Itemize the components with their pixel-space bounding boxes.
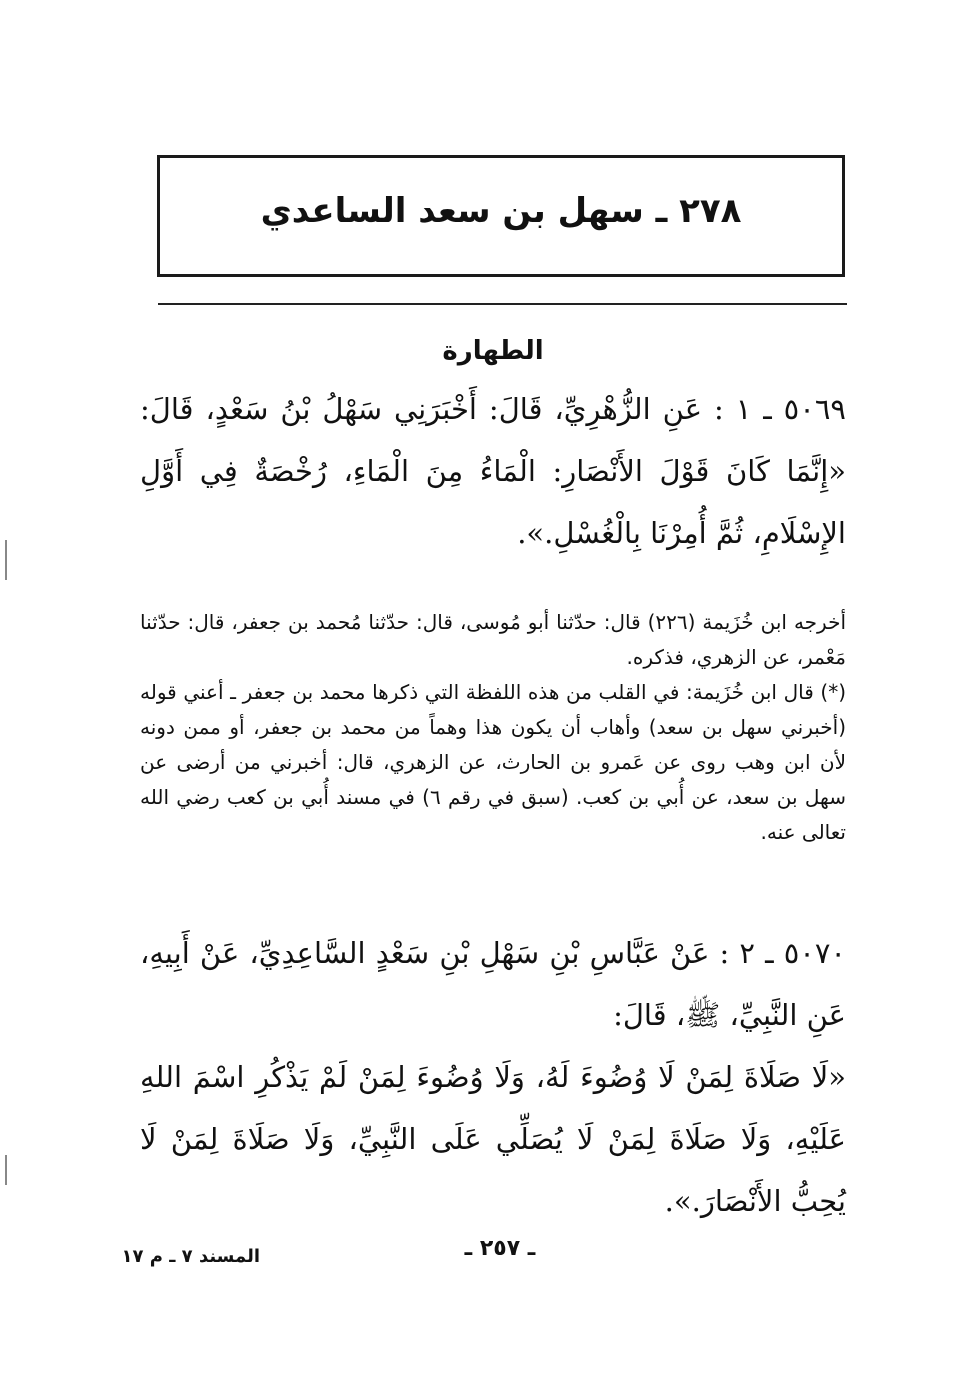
chapter-title-box	[157, 155, 845, 277]
hadith-5070-isnad: ٥٠٧٠ ـ ٢ : عَنْ عَبَّاسِ بْنِ سَهْلِ بْنِ سَعْدٍ السَّاعِدِيِّ، عَنْ أَبِيهِ، عَنِ النَّبِيِّ، ﷺ، قَالَ:	[140, 936, 846, 1032]
hadith-5070	[140, 922, 846, 1046]
hadith-5070-matn-block	[140, 1046, 846, 1232]
scan-mark-left	[5, 540, 7, 580]
takhrij-note: أخرجه ابن خُزَيمة (٢٢٦) قال: حدّثنا أبو مُوسى، قال: حدّثنا مُحمد بن جعفر، قال: حدّثنا مَعْمر، عن الزهري، فذكره.	[140, 610, 846, 669]
hadith-5069	[140, 378, 846, 564]
section-title: الطهارة	[442, 336, 544, 366]
scan-mark-left-lower	[5, 1155, 7, 1185]
page-number: ـ ٢٥٧ ـ	[464, 1236, 536, 1261]
header-rule	[158, 303, 847, 305]
printer-signature: المسند ٧ ـ م ١٧	[121, 1246, 260, 1267]
footnotes	[140, 605, 846, 850]
chapter-title: ٢٧٨ ـ سهل بن سعد الساعدي	[260, 191, 742, 231]
ibn-khuzaymah-comment: (*) قال ابن خُزَيمة: في القلب من هذه اللفظة التي ذكرها محمد بن جعفر ـ أعني قوله (أخبرني سهل بن سعد) وأهاب أن يكون هذا وهماً من محمد بن جعفر، أو ممن دونه لأن ابن وهب روى عن عَمرو بن الحارث، عن الزهري، قال: أخبرني من أرضى عن سهل بن سعد، عن أُبي بن كعب. (سبق في رقم ٦) في مسند أُبي بن كعب رضي الله تعالى عنه.	[140, 680, 846, 844]
hadith-5070-matn: «لَا صَلَاةَ لِمَنْ لَا وُضُوءَ لَهُ، وَلَا وُضُوءَ لِمَنْ لَمْ يَذْكُرِ اسْمَ اللهِ عَلَيْهِ، وَلَا صَلَاةَ لِمَنْ لَا يُصَلِّي عَلَى النَّبِيِّ، وَلَا صَلَاةَ لِمَنْ لَا يُحِبُّ الأَنْصَارَ.».	[140, 1060, 846, 1218]
hadith-5069-text: ٥٠٦٩ ـ ١ : عَنِ الزُّهْرِيِّ، قَالَ: أَخْبَرَنِي سَهْلُ بْنُ سَعْدٍ، قَالَ: «إِنَّمَا كَانَ قَوْلَ الأَنْصَارِ: الْمَاءُ مِنَ الْمَاءِ، رُخْصَةٌ فِي أَوَّلِ الإِسْلَامِ، ثُمَّ أُمِرْنَا بِالْغُسْلِ.».	[140, 392, 846, 550]
